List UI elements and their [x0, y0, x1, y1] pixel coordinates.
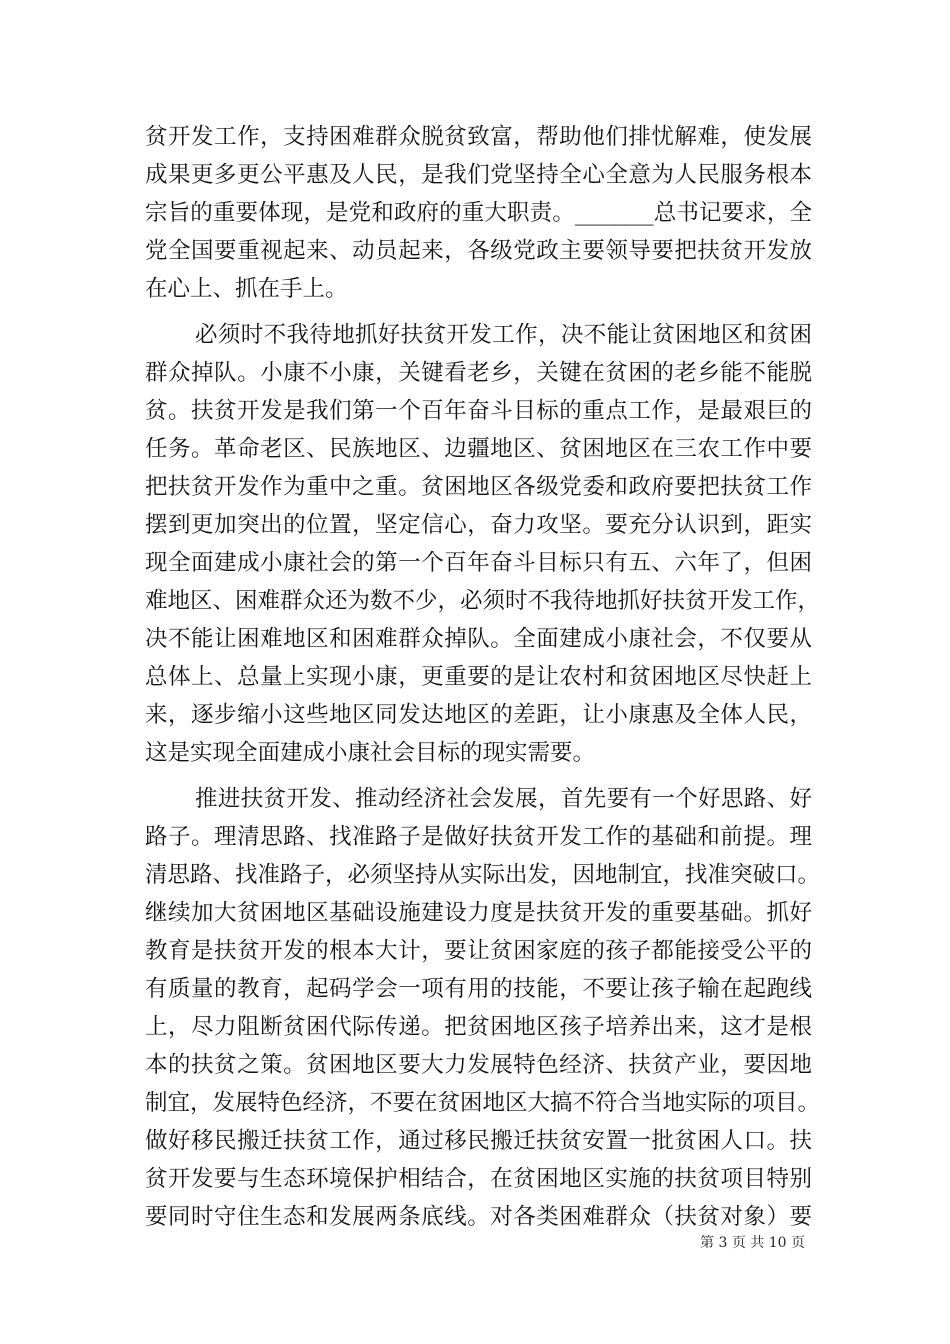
- paragraph-line: 宗旨的重要体现，是党和政府的重大职责。_______总书记要求，全: [145, 200, 812, 226]
- paragraph-line: 群众掉队。小康不小康，关键看老乡，关键在贫困的老乡能不能脱: [145, 360, 812, 386]
- paragraph-line: 贫开发工作，支持困难群众脱贫致富，帮助他们排忧解难，使发展: [145, 124, 812, 150]
- paragraph-line: 贫。扶贫开发是我们第一个百年奋斗目标的重点工作，是最艰巨的: [145, 398, 812, 424]
- paragraph-line: 决不能让困难地区和困难群众掉队。全面建成小康社会，不仅要从: [145, 626, 812, 652]
- paragraph-line: 总体上、总量上实现小康，更重要的是让农村和贫困地区尽快赶上: [145, 664, 812, 690]
- paragraph-line: 做好移民搬迁扶贫工作，通过移民搬迁扶贫安置一批贫困人口。扶: [145, 1128, 812, 1154]
- document-body: [145, 118, 821, 1236]
- paragraph-line: 路子。理清思路、找准路子是做好扶贫开发工作的基础和前提。理: [145, 824, 812, 850]
- paragraph-line: 本的扶贫之策。贫困地区要大力发展特色经济、扶贫产业，要因地: [145, 1052, 812, 1078]
- paragraph-line: 必须时不我待地抓好扶贫开发工作，决不能让贫困地区和贫困: [195, 322, 812, 348]
- paragraph-line: 有质量的教育，起码学会一项有用的技能，不要让孩子输在起跑线: [145, 976, 812, 1002]
- paragraph-line: 要同时守住生态和发展两条底线。对各类困难群众（扶贫对象）要: [145, 1204, 812, 1230]
- paragraph-line: 现全面建成小康社会的第一个百年奋斗目标只有五、六年了，但困: [145, 550, 812, 576]
- paragraph-1: [145, 118, 812, 308]
- paragraph-line: 党全国要重视起来、动员起来，各级党政主要领导要把扶贫开发放: [145, 238, 812, 264]
- paragraph-line: 把扶贫开发作为重中之重。贫困地区各级党委和政府要把扶贫工作: [145, 474, 812, 500]
- paragraph-line: 清思路、找准路子，必须坚持从实际出发，因地制宜，找准突破口。: [145, 862, 821, 888]
- paragraph-line: 推进扶贫开发、推动经济社会发展，首先要有一个好思路、好: [195, 786, 812, 812]
- paragraph-line: 任务。革命老区、民族地区、边疆地区、贫困地区在三农工作中要: [145, 436, 812, 462]
- paragraph-line: 难地区、困难群众还为数不少，必须时不我待地抓好扶贫开发工作，: [145, 588, 821, 614]
- paragraph-line: 贫开发要与生态环境保护相结合，在贫困地区实施的扶贫项目特别: [145, 1166, 812, 1192]
- paragraph-line: 成果更多更公平惠及人民，是我们党坚持全心全意为人民服务根本: [145, 162, 812, 188]
- paragraph-line: 摆到更加突出的位置，坚定信心，奋力攻坚。要充分认识到，距实: [145, 512, 812, 538]
- paragraph-line: 上，尽力阻断贫困代际传递。把贫困地区孩子培养出来，这才是根: [145, 1014, 812, 1040]
- paragraph-line: 这是实现全面建成小康社会目标的现实需要。: [145, 740, 596, 766]
- paragraph-2: [145, 316, 821, 772]
- paragraph-line: 来，逐步缩小这些地区同发达地区的差距，让小康惠及全体人民，: [145, 702, 812, 728]
- paragraph-line: 制宜，发展特色经济，不要在贫困地区大搞不符合当地实际的项目。: [145, 1090, 821, 1116]
- paragraph-line: 教育是扶贫开发的根本大计，要让贫困家庭的孩子都能接受公平的: [145, 938, 812, 964]
- page-number: 第 3 页 共 10 页: [700, 1235, 805, 1251]
- paragraph-3: [145, 780, 821, 1236]
- paragraph-line: 在心上、抓在手上。: [145, 276, 348, 302]
- paragraph-line: 继续加大贫困地区基础设施建设力度是扶贫开发的重要基础。抓好: [145, 900, 812, 926]
